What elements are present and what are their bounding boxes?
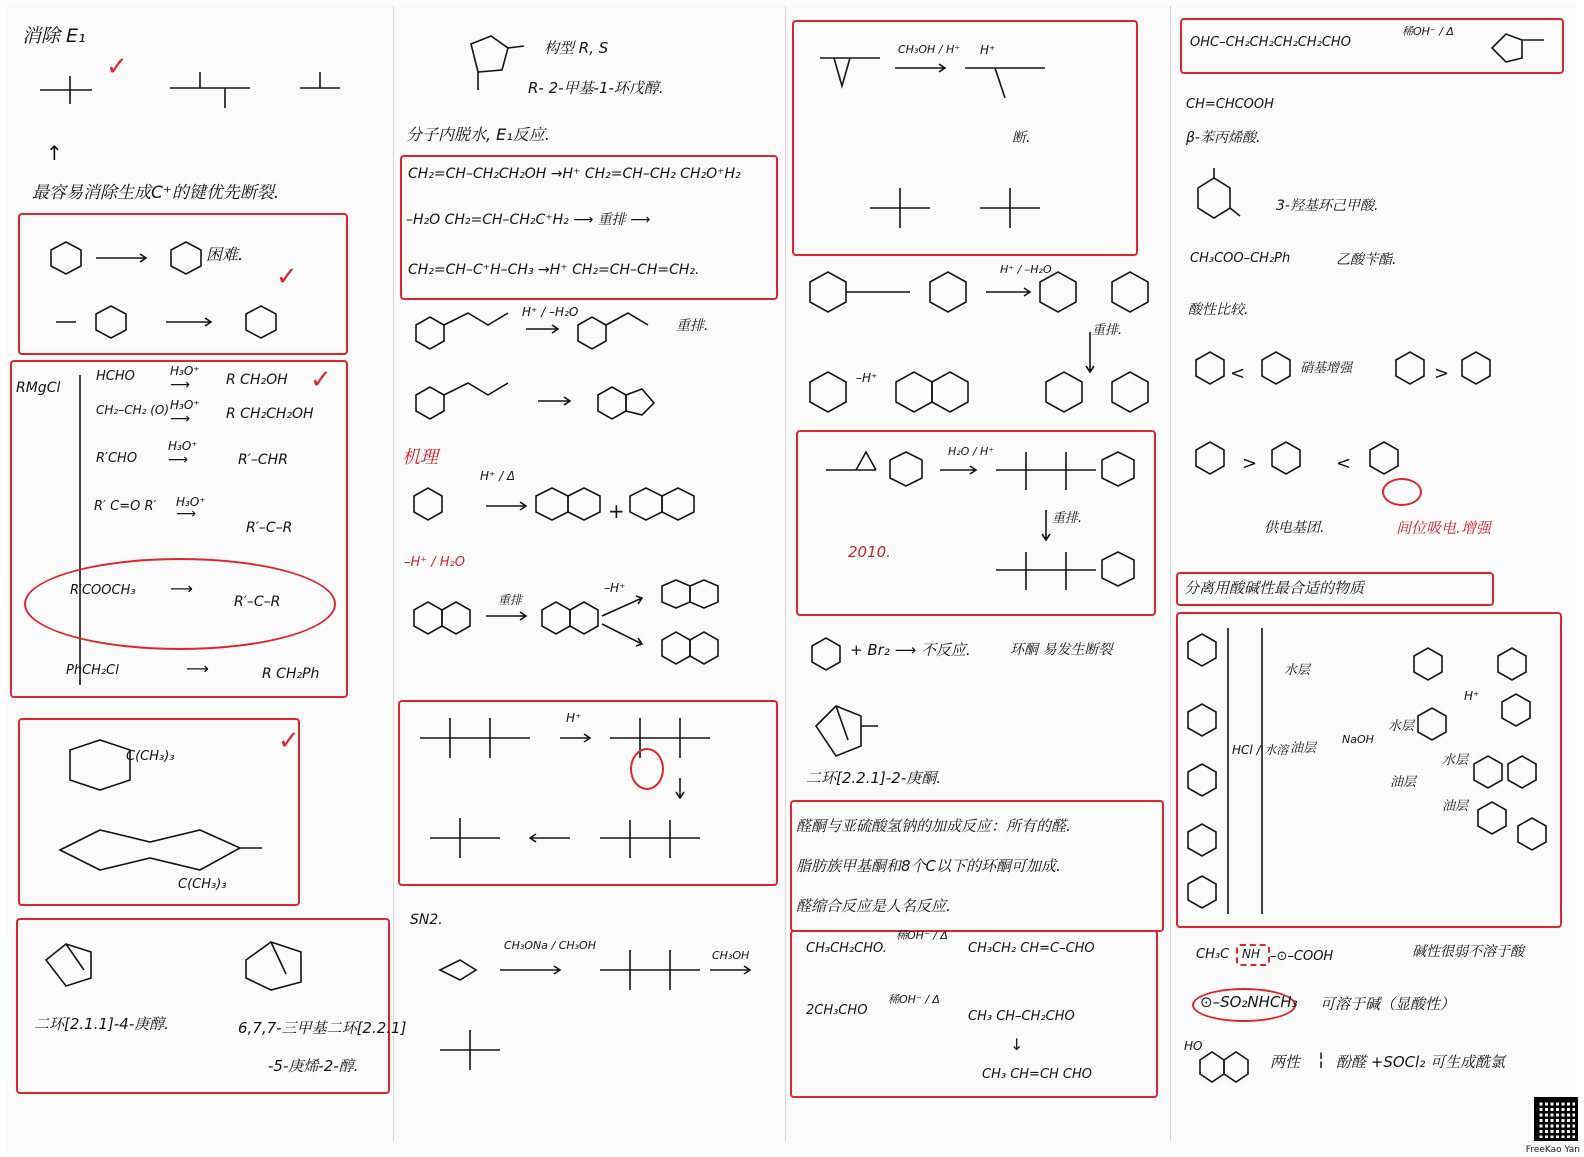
naoh-reagent: NaOH [1342, 733, 1374, 746]
rule-line-1: 醛酮与亚硫酸氢钠的加成反应：所有的醛. [796, 817, 1071, 835]
less-than-sign: < [1336, 453, 1352, 474]
highlight-circle [1382, 478, 1422, 506]
bromine-note: + Br₂ ⟶ 不反应. [850, 641, 971, 659]
bicyclo-ketone-name: 二环[2.2.1]-2-庚酮. [806, 769, 942, 787]
greater-than-sign: > [1434, 363, 1450, 384]
carbocation-note: 最容易消除生成C⁺的键优先断裂. [32, 183, 280, 203]
organic-layer: 油层 [1290, 741, 1317, 756]
separation-heading: 分离用酸碱性最合适的物质 [1184, 579, 1365, 597]
epoxide-condition: H₂O / H⁺ [948, 445, 995, 458]
hydroxycyclohexane-acid [1188, 168, 1248, 238]
aldol-reactant-2: 2CH₃CHO [806, 1003, 868, 1018]
cyclization-reaction [408, 305, 778, 435]
equation-1: CH₂=CH–CH₂CH₂OH →H⁺ CH₂=CH–CH₂ CH₂O⁺H₂ [408, 166, 741, 182]
sulfonamide: ⊙–SO₂NHCH₃ [1200, 993, 1298, 1011]
grignard-branch-line [70, 370, 90, 690]
separation-products [1408, 640, 1558, 860]
rearrangement-label: 重排 [498, 593, 523, 607]
arrow-up-icon: ↑ [46, 141, 63, 165]
pinacol-rearrangement [410, 708, 770, 878]
acid-label: H⁺ [1464, 689, 1480, 703]
sn2-label: SN2. [410, 912, 443, 928]
epoxide-rearrangement [806, 440, 1146, 610]
mechanism-condition: H⁺ / Δ [480, 469, 516, 483]
epoxide-note: 断. [1012, 130, 1031, 146]
cinnamic-acid: CH=CHCOOH [1186, 97, 1274, 112]
chem-structures-row [30, 58, 370, 128]
aqueous-layer: 水层 [1388, 719, 1415, 734]
dehydration-rearrangement [800, 262, 1160, 422]
grignard-product-6: R CH₂Ph [262, 666, 320, 682]
separation-structures [1182, 622, 1222, 922]
grignard-product-1: R CH₂OH [226, 372, 288, 388]
bicyclo-name-2: 6,7,7-三甲基二环[2.2.1] [238, 1019, 407, 1037]
deprotonation-label: –H⁺ [604, 581, 626, 595]
greater-than-sign: > [1242, 453, 1258, 474]
epoxide-condition-2: H⁺ [980, 43, 996, 57]
amide-note: 碱性很弱不溶于酸 [1412, 944, 1524, 960]
section-heading: 消除 E₁ [22, 25, 86, 47]
grignard-reagent: RMgCl [16, 380, 61, 396]
qr-code [1534, 1097, 1578, 1141]
plus-sign: + [608, 499, 625, 523]
highlight-oval [24, 558, 336, 650]
epoxide-condition-1: CH₃ONa / CH₃OH [504, 939, 596, 952]
grignard-condition-4: H₃O⁺ [176, 495, 206, 509]
column-divider [1170, 6, 1171, 1141]
organic-layer: 油层 [1442, 799, 1469, 814]
rule-line-3: 醛缩合反应是人名反应. [796, 897, 951, 915]
grignard-reagent-2: CH₂–CH₂ (O) [96, 403, 170, 417]
rearrangement-note: 重排. [1052, 511, 1083, 526]
aldol-reactant-1: CH₃CH₂CHO. [806, 941, 887, 956]
check-mark: ✓ [278, 726, 300, 756]
acid-name: 3-羟基环己甲酸. [1276, 198, 1379, 214]
dehydration-condition: H⁺ / –H₂O [1000, 263, 1052, 276]
donor-note: 供电基团. [1264, 520, 1325, 536]
grignard-reagent-5: R′COOCH₃ [70, 583, 136, 598]
column-divider [393, 6, 394, 1141]
mechanism-step-structures [406, 580, 786, 690]
column-divider [785, 6, 786, 1141]
amide-structure: CH₃C [1196, 947, 1230, 962]
aldol-product-2: CH₃ CH–CH₂CHO [968, 1009, 1075, 1024]
year-note: 2010. [848, 543, 891, 561]
deprotonation-label: –H⁺ [856, 371, 878, 385]
methylcyclopentanol [416, 30, 536, 100]
equation-2: –H₂O CH₂=CH–CH₂C⁺H₂ ⟶ 重排 ⟶ [406, 212, 651, 228]
mechanism-step-label: –H⁺ / H₂O [404, 555, 466, 570]
grignard-product-5: R′–C–R [234, 594, 281, 610]
cyclopentene-aldehyde [1488, 28, 1558, 68]
separation-brackets [1222, 624, 1282, 924]
ester: CH₃COO–CH₂Ph [1190, 251, 1291, 266]
aldol-product-1: CH₃CH₂ CH=C–CHO [968, 941, 1095, 956]
condition-label: H⁺ / –H₂O [522, 305, 579, 319]
aldol-condition: 稀OH⁻ / Δ [1402, 25, 1454, 38]
acidity-heading: 酸性比较. [1188, 302, 1249, 318]
chair-substituent: C(CH₃)₃ [178, 877, 227, 892]
norbornanone [806, 696, 896, 766]
hydroxyquinoline [1196, 1046, 1256, 1086]
check-mark: ✓ [276, 262, 298, 292]
pinacol-condition: H⁺ [566, 711, 582, 725]
rearrangement-note: 重排. [676, 318, 709, 334]
amphoteric-note: 两性 [1270, 1053, 1301, 1071]
aqueous-layer: 水层 [1442, 753, 1469, 768]
meta-note: 间位吸电.增强 [1396, 519, 1491, 537]
arrow-icon: ⟶ [186, 659, 209, 678]
arrow-down-icon: ↓ [1010, 1035, 1024, 1054]
grignard-condition-1: H₃O⁺ [170, 364, 200, 378]
nh-group: NH [1242, 947, 1260, 961]
separation-hcl: HCl / 水溶 [1232, 743, 1289, 757]
grignard-condition-3: H₃O⁺ [168, 439, 198, 453]
bicyclo-structures [36, 930, 376, 1010]
check-mark: ✓ [310, 365, 332, 395]
grignard-reagent-4: R′ C=O R′ [94, 499, 157, 514]
arrow-icon: ⟶ [170, 579, 193, 598]
grignard-reagent-6: PhCH₂Cl [66, 663, 119, 678]
highlight-circle [630, 748, 664, 790]
mechanism-structures [406, 476, 786, 556]
hydroxy-label: HO [1184, 1039, 1203, 1053]
ester-name: 乙酸苄酯. [1336, 252, 1397, 268]
grignard-product-3: R′–CHR [238, 452, 288, 468]
chair-substituent: C(CH₃)₃ [126, 749, 175, 764]
equation-3: CH₂=CH–C⁺H–CH₃ →H⁺ CH₂=CH–CH=CH₂. [408, 262, 700, 278]
watermark-label: FreeKao Yan [1525, 1145, 1580, 1155]
amide-rest: –⊙–COOH [1270, 949, 1334, 964]
arrow-icon: ⟶ [168, 452, 189, 468]
epoxide-condition: CH₃OH / H⁺ [898, 43, 961, 56]
epoxide-condition-2: CH₃OH [712, 949, 750, 962]
grignard-reagent-1: HCHO [96, 369, 135, 384]
grignard-condition-2: H₃O⁺ [170, 398, 200, 412]
aldol-final: CH₃ CH=CH CHO [982, 1067, 1093, 1082]
arrow-icon: ⟶ [170, 411, 191, 427]
organic-layer: 油层 [1390, 775, 1417, 790]
rearrangement-heading: 分子内脱水, E₁反应. [406, 125, 550, 144]
config-name: R- 2-甲基-1-环戊醇. [528, 79, 664, 97]
divider-mark: ¦ [1318, 1049, 1325, 1070]
rearrangement-note: 重排. [1092, 323, 1123, 338]
config-label: 构型 R, S [544, 39, 609, 57]
aldol-condition-2: 稀OH⁻ / Δ [888, 993, 940, 1006]
grignard-product-2: R CH₂CH₂OH [226, 406, 314, 422]
phenol-ring [806, 636, 846, 676]
acyl-chloride-note: 酚醛 +SOCl₂ 可生成酰氯 [1336, 1053, 1506, 1071]
cinnamic-name: β-苯丙烯酸. [1186, 130, 1261, 146]
bicyclo-name: 二环[2.1.1]-4-庚醇. [34, 1015, 170, 1033]
phenol-note: 困难. [206, 245, 244, 264]
check-mark: ✓ [106, 52, 128, 82]
rule-line-2: 脂肪族甲基酮和8个C以下的环酮可加成. [796, 857, 1061, 875]
dialdehyde: OHC–CH₂CH₂CH₂CH₂CHO [1190, 35, 1351, 50]
mechanism-label: 机理 [402, 447, 438, 468]
bromine-note-2: 环酮 易发生断裂 [1010, 642, 1113, 658]
sulfonamide-note: 可溶于碱（显酸性） [1320, 995, 1456, 1013]
epoxide-acid-opening [800, 28, 1130, 238]
aldol-condition-1: 稀OH⁻ / Δ [896, 929, 948, 942]
bicyclo-name-3: -5-庚烯-2-醇. [268, 1057, 359, 1075]
arrow-icon: ⟶ [176, 506, 197, 522]
arrow-icon: ⟶ [170, 377, 191, 393]
aqueous-layer: 水层 [1284, 663, 1311, 678]
acidity-note: 硝基增强 [1300, 361, 1353, 376]
grignard-reagent-3: R′CHO [96, 451, 138, 466]
grignard-product-4: R′–C–R [246, 520, 293, 536]
less-than-sign: < [1230, 363, 1246, 384]
